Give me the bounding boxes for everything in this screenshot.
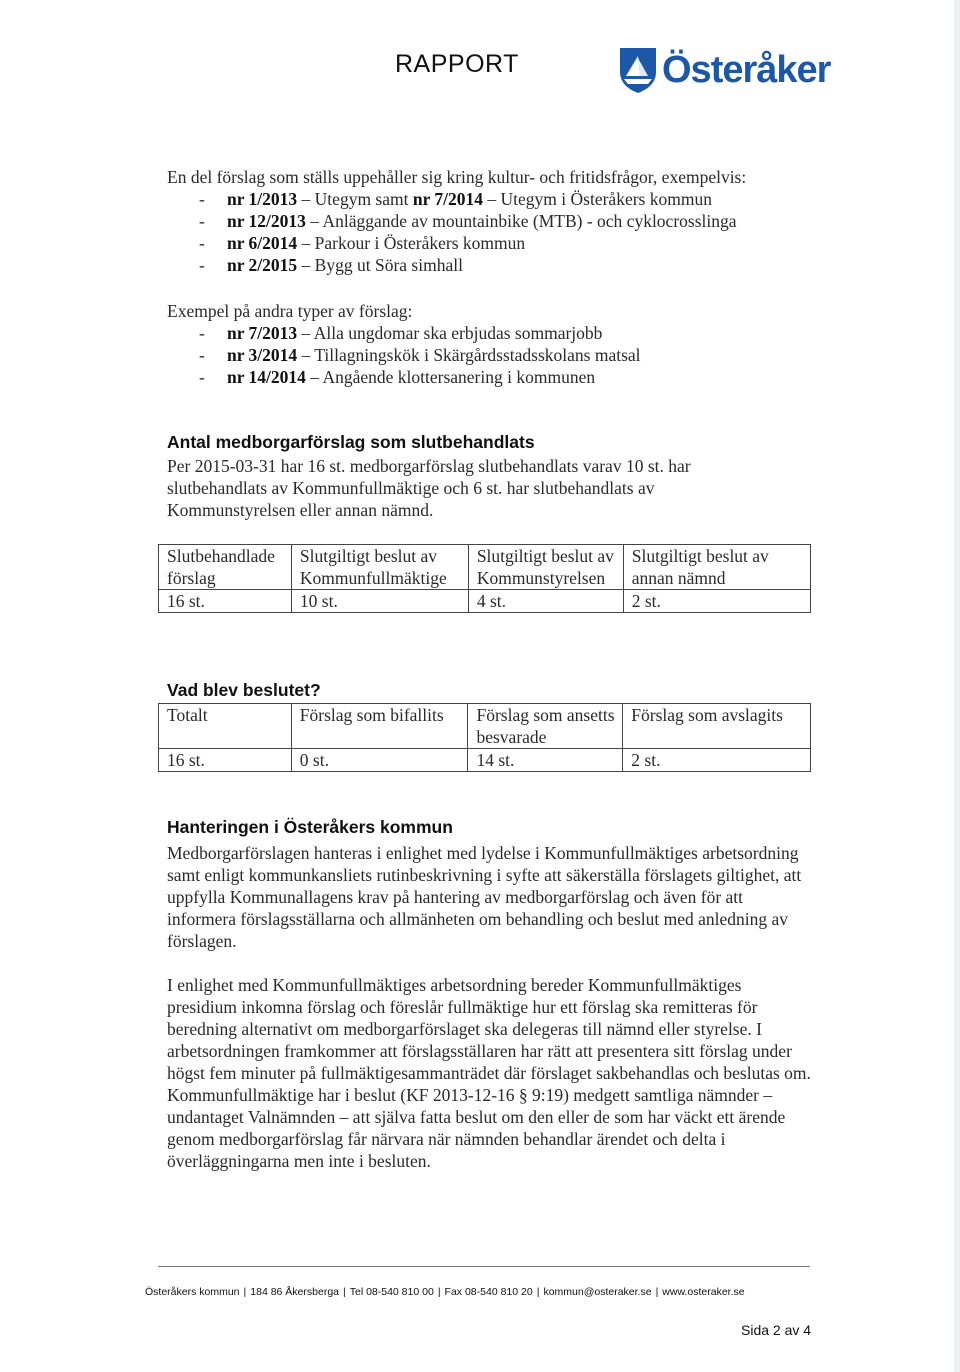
- footer-phone: Tel 08-540 810 00: [349, 1286, 434, 1298]
- examples-section: [167, 300, 817, 388]
- table-header-cell: Slutbehandlade förslag: [159, 545, 292, 590]
- table-header-cell: Slutgiltigt beslut av annan nämnd: [623, 545, 810, 590]
- paragraph: I enlighet med Kommunfullmäktiges arbetsordning bereder Kommunfullmäktiges presidium inkomna förslag och föreslår fullmäktige hur ett förslag ska remitteras för beredning alternativt om medborgarförslaget ska delegeras till nämnd eller styrelse. I arbetsordningen framkommer att förslagsställaren har rätt att presentera sitt förslag under högst fem minuter på fullmäktigesammanträdet där förslaget sakbehandlas och beslutas om. Kommunfullmäktige har i beslut (KF 2013-12-16 § 9:19) medgett samtliga nämnder – undantaget Valnämnden – att själva fatta beslut om den eller de som har väckt ett ärende genom medborgarförslag får närvara när nämnden behandlar ärendet och delta i överläggningarna men inte i besluten.: [167, 975, 811, 1171]
- report-title: RAPPORT: [395, 50, 519, 78]
- footer-org: Österåkers kommun: [145, 1286, 240, 1298]
- list-item: - nr 6/2014 – Parkour i Österåkers kommun: [199, 233, 526, 253]
- examples-text: Exempel på andra typer av förslag:: [167, 301, 413, 321]
- section-decision: [167, 680, 817, 701]
- table-cell: 2 st.: [623, 749, 811, 772]
- list-item: - nr 1/2013 – Utegym samt nr 7/2014 – Utegym i Österåkers kommun: [199, 189, 712, 209]
- table-header-cell: Förslag som ansetts besvarade: [468, 704, 623, 749]
- decision-table: [158, 703, 811, 772]
- list-item: - nr 12/2013 – Anläggande av mountainbike (MTB) - och cyklocrosslinga: [199, 211, 737, 231]
- footer-divider: [158, 1266, 810, 1267]
- table-cell: 4 st.: [468, 590, 623, 613]
- list-item: - nr 14/2014 – Angående klottersanering i kommunen: [199, 367, 596, 387]
- footer-web-link[interactable]: www.osteraker.se: [662, 1286, 745, 1298]
- osteraker-logo: [618, 46, 830, 94]
- footer: Österåkers kommun | 184 86 Åkersberga | Tel 08-540 810 00 | Fax 08-540 810 20 | kommun@osteraker.se | www.osteraker.se: [145, 1286, 745, 1298]
- list-item: - nr 3/2014 – Tillagningskök i Skärgårdsstadsskolans matsal: [199, 345, 641, 365]
- table-cell: 2 st.: [623, 590, 810, 613]
- examples-list: [167, 322, 817, 388]
- footer-address: 184 86 Åkersberga: [250, 1286, 339, 1298]
- section-body: Per 2015-03-31 har 16 st. medborgarförslag slutbehandlats varav 10 st. har slutbehandlats av Kommunfullmäktige och 6 st. har slutbehandlats av Kommunstyrelsen eller annan nämnd.: [167, 456, 691, 520]
- table-header-cell: Slutgiltigt beslut av Kommunfullmäktige: [291, 545, 468, 590]
- count-table: [158, 544, 811, 613]
- intro-list: [167, 188, 817, 276]
- table-header-cell: Slutgiltigt beslut av Kommunstyrelsen: [468, 545, 623, 590]
- footer-fax: Fax 08-540 810 20: [444, 1286, 533, 1298]
- section-heading: Vad blev beslutet?: [167, 680, 321, 700]
- coat-of-arms-icon: [618, 46, 658, 94]
- table-header-row: [159, 704, 811, 749]
- intro-section: [167, 166, 817, 276]
- page-number: Sida 2 av 4: [741, 1322, 812, 1338]
- table-cell: 0 st.: [291, 749, 468, 772]
- list-item: - nr 7/2013 – Alla ungdomar ska erbjudas sommarjobb: [199, 323, 603, 343]
- section-heading: Hanteringen i Österåkers kommun: [167, 817, 453, 837]
- table-row: [159, 749, 811, 772]
- table-cell: 16 st.: [159, 590, 292, 613]
- section-heading: Antal medborgarförslag som slutbehandlats: [167, 432, 535, 452]
- paragraph: Medborgarförslagen hanteras i enlighet med lydelse i Kommunfullmäktiges arbetsordning samt enligt kommunkansliets rutinbeskrivning i syfte att säkerställa förslagets giltighet, att uppfylla Kommunallagens krav på hantering av medborgarförslag och även för att informera förslagsställarna och allmänheten om behandling och beslut med anledning av förslagen.: [167, 843, 802, 951]
- table-row: [159, 590, 811, 613]
- table-header-cell: Förslag som avslagits: [623, 704, 811, 749]
- intro-text: En del förslag som ställs uppehåller sig kring kultur- och fritidsfrågor, exempelvis:: [167, 167, 747, 187]
- logo-wordmark: Österåker: [662, 48, 831, 91]
- table-header-cell: Förslag som bifallits: [291, 704, 468, 749]
- section-count: [167, 432, 817, 521]
- section-handling: [167, 817, 812, 1172]
- footer-email-link[interactable]: kommun@osteraker.se: [543, 1286, 652, 1298]
- list-item: - nr 2/2015 – Bygg ut Söra simhall: [199, 255, 463, 275]
- table-cell: 10 st.: [291, 590, 468, 613]
- scan-edge: [954, 0, 960, 1372]
- table-cell: 14 st.: [468, 749, 623, 772]
- table-cell: 16 st.: [159, 749, 292, 772]
- table-header-row: [159, 545, 811, 590]
- table-header-cell: Totalt: [159, 704, 292, 749]
